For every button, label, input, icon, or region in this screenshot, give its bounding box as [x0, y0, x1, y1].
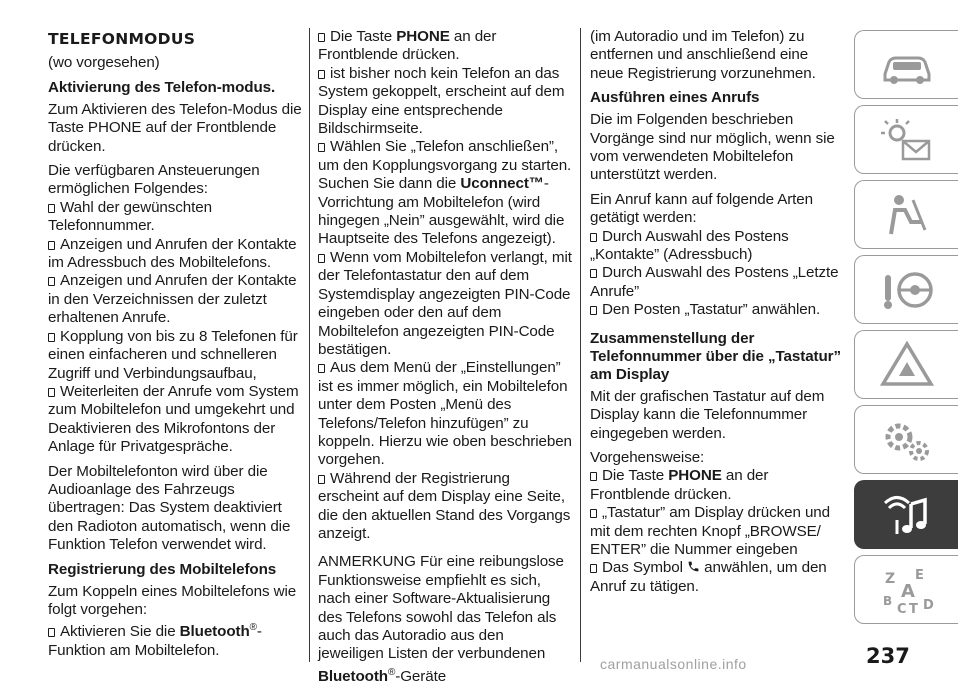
list-item: „Tastatur” am Display drücken und mit dem rechten Knopf „BROWSE/ ENTER” die Nummer eingeben: [590, 504, 844, 559]
svg-text:A: A: [900, 580, 915, 602]
svg-text:E: E: [914, 567, 924, 583]
tab-starting-driving[interactable]: [854, 255, 958, 324]
list-item-bluetooth: Aktivieren Sie die Bluetooth®-Funktion am Mobiltelefon.: [48, 619, 302, 660]
breakdown-icon: [877, 340, 937, 390]
paragraph-audio: Der Mobiltelefonton wird über die Audioanlage des Fahrzeugs übertragen: Das System deaktiviert den Radioton automatisch, wenn die Funktion Telefon verwendet wird.: [48, 462, 291, 554]
svg-text:B: B: [882, 593, 892, 608]
multimedia-icon: [877, 490, 937, 540]
steering-icon: [877, 265, 937, 315]
svg-text:Z: Z: [884, 570, 895, 587]
list-item-phone-key: Die Taste PHONE an der Frontblende drücken.: [590, 467, 844, 504]
maintenance-icon: [877, 415, 937, 465]
car-icon: [877, 40, 937, 90]
list-item: Aus dem Menü der „Einstellungen” ist es immer möglich, ein Mobiltelefon unter dem Posten „Menü des Telefons/Telefon hinzufügen” zu koppeln. Hierzu wie oben beschrieben vorgehen.: [318, 359, 572, 469]
section-title: TELEFONMODUS: [48, 30, 196, 48]
paragraph-dial: Mit der grafischen Tastatur auf dem Display kann die Telefonnummer eingegeben werden.: [590, 387, 825, 442]
svg-text:D: D: [922, 597, 934, 613]
list-item: Den Posten „Tastatur” anwählen.: [590, 301, 844, 319]
page-number: 237: [866, 644, 910, 668]
paragraph-registration: Zum Koppeln eines Mobiltelefons wie folgt vorgehen:: [48, 582, 297, 618]
warning-lights-icon: [877, 115, 937, 165]
tab-warning-lights[interactable]: [854, 105, 958, 174]
list-item: Wahl der gewünschten Telefonnummer.: [48, 199, 302, 236]
list-item: Anzeigen und Anrufen der Kontakte in den Verzeichnissen der zuletzt erhaltenen Anrufe.: [48, 272, 302, 327]
list-item: Anzeigen und Anrufen der Kontakte im Adressbuch des Mobiltelefons.: [48, 236, 302, 273]
phone-handset-icon: [687, 560, 700, 573]
paragraph-continued: (im Autoradio und im Telefon) zu entfernen und anschließend eine neue Registrierung vorzunehmen.: [590, 28, 816, 82]
subtitle: (wo vorgesehen): [48, 54, 160, 72]
paragraph-call-1: Die im Folgenden beschrieben Vorgänge sind nur möglich, wenn sie vom verwendeten Mobiltelefon unterstützt werden.: [590, 111, 835, 184]
column-right: [590, 28, 844, 596]
heading-activation: Aktivierung des Telefon-modus.: [48, 78, 276, 96]
paragraph-call-2: Ein Anruf kann auf folgende Arten getätigt werden:: [590, 190, 813, 227]
paragraph-available: Die verfügbaren Ansteuerungen ermöglichen Folgendes:: [48, 162, 260, 198]
heading-registration: Registrierung des Mobiltelefons: [48, 560, 277, 578]
list-item: Wenn vom Mobiltelefon verlangt, mit der Telefontastatur den auf dem Systemdisplay angezeigten PIN-Code eingeben oder den auf dem Mobiltelefon angezeigten PIN-Code bestätigen.: [318, 248, 572, 358]
column-divider: [309, 28, 310, 662]
column-left: [48, 28, 302, 660]
watermark: carmanualsonline.info: [600, 656, 747, 672]
list-item-call-symbol: Das Symbol anwählen, um den Anruf zu tätigen.: [590, 559, 844, 596]
tab-maintenance[interactable]: [854, 405, 958, 474]
tab-index[interactable]: [854, 555, 958, 624]
safety-icon: [877, 190, 937, 240]
list-item: Kopplung von bis zu 8 Telefonen für einen einfacheren und schnelleren Zugriff und Verbindungsaufbau,: [48, 328, 302, 383]
svg-text:C: C: [896, 601, 907, 615]
list-item: Durch Auswahl des Postens „Letzte Anrufe”: [590, 264, 844, 301]
list-item-uconnect: Wählen Sie „Telefon anschließen”, um den Kopplungsvorgang zu starten. Suchen Sie dann die Uconnect™-Vorrichtung am Mobiltelefon (wird hingegen „Nein” ausgewählt, wird die Hauptseite des Telefons angezeigt).: [318, 138, 572, 248]
tab-multimedia[interactable]: [854, 480, 958, 549]
list-item-phone-key: Die Taste PHONE an der Frontblende drücken.: [318, 28, 572, 65]
tab-safety[interactable]: [854, 180, 958, 249]
tab-vehicle[interactable]: [854, 30, 958, 99]
paragraph-procedure: Vorgehensweise:: [590, 448, 705, 466]
list-item: Durch Auswahl des Postens „Kontakte” (Adressbuch): [590, 228, 844, 265]
svg-text:T: T: [908, 601, 918, 615]
heading-dial: Zusammenstellung der Telefonnummer über die „Tastatur” am Display: [590, 329, 841, 383]
list-item: Während der Registrierung erscheint auf dem Display eine Seite, die den aktuellen Stand des Vorgangs anzeigt.: [318, 469, 571, 542]
column-middle: [318, 28, 572, 692]
tab-emergency[interactable]: [854, 330, 958, 399]
index-icon: [877, 565, 937, 615]
chapter-tab-strip: [854, 30, 960, 630]
paragraph-activation: Zum Aktivieren des Telefon-Modus die Taste PHONE auf der Frontblende drücken.: [48, 100, 302, 155]
heading-call: Ausführen eines Anrufs: [590, 89, 760, 107]
column-divider: [580, 28, 581, 662]
list-item: Weiterleiten der Anrufe vom System zum Mobiltelefon und umgekehrt und Deaktivieren des Mikrofontons der Anlage für Privatgespräche.: [48, 383, 302, 457]
note-paragraph: ANMERKUNG Für eine reibungslose Funktionsweise empfiehlt es sich, nach einer Software-Aktualisierung des Telefons sowohl das Telefon als auch das Autoradio aus den jeweiligen Listen der verbundenen Bluetooth®-Geräte: [318, 553, 564, 685]
list-item: ist bisher noch kein Telefon an das System gekoppelt, erscheint auf dem Display eine entsprechende Bildschirmseite.: [318, 65, 572, 139]
